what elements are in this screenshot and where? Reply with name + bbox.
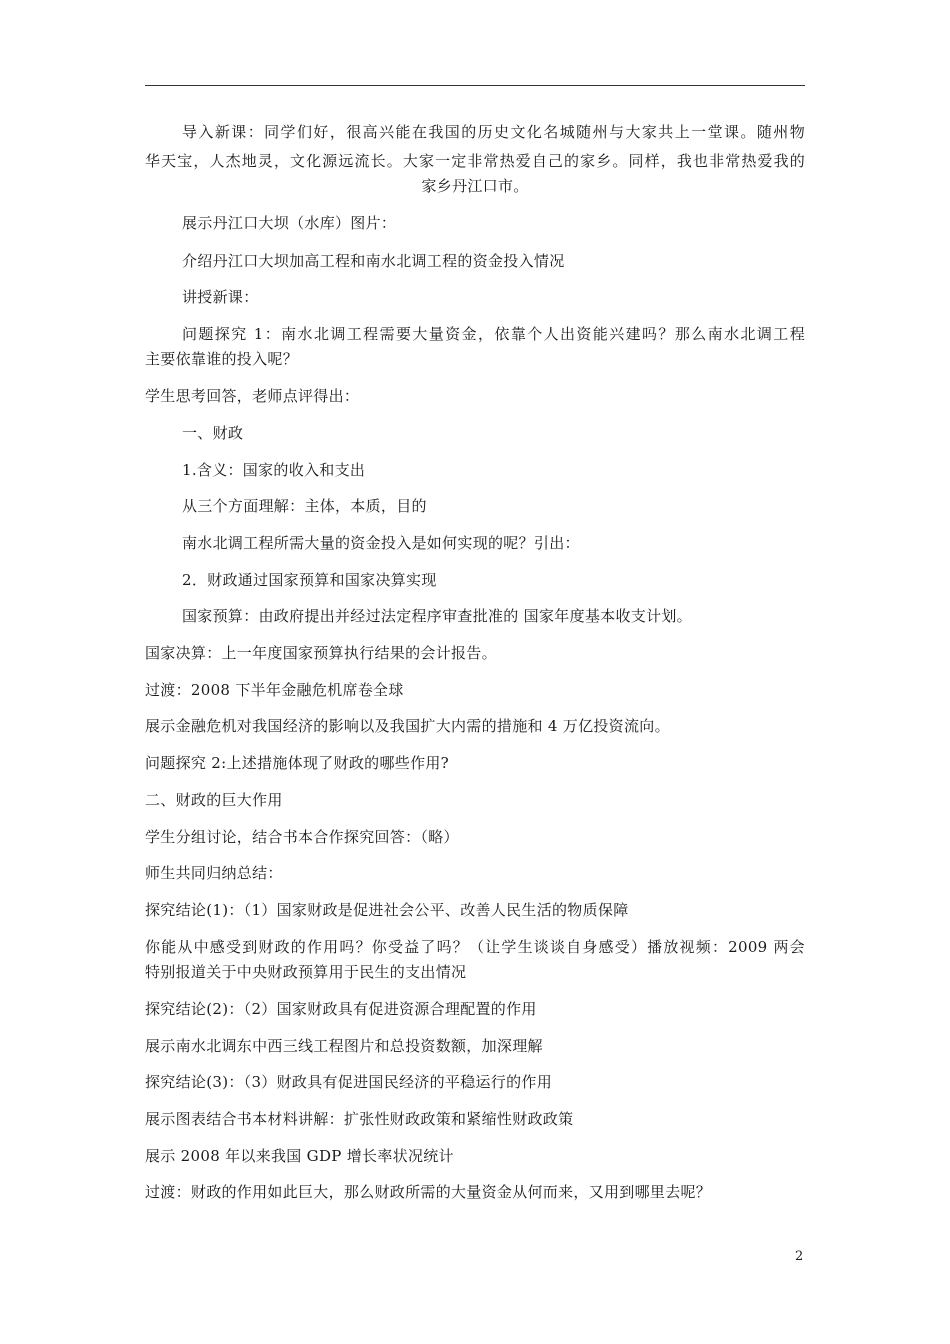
paragraph-line: 探究结论(2)：（2）国家财政具有促进资源合理配置的作用 <box>145 1000 537 1018</box>
paragraph-line: 2．财政通过国家预算和国家决算实现 <box>182 571 437 589</box>
paragraph-line: 展示丹江口大坝（水库）图片： <box>182 214 397 232</box>
paragraph-line: 师生共同归纳总结： <box>145 864 283 882</box>
paragraph-line: 南水北调工程所需大量的资金投入是如何实现的呢？引出： <box>182 534 580 552</box>
section-heading: 二、财政的巨大作用 <box>145 791 283 809</box>
paragraph-line: 展示 2008 年以来我国 GDP 增长率状况统计 <box>145 1147 454 1165</box>
paragraph-line: 主要依靠谁的投入呢？ <box>145 350 299 368</box>
paragraph-line: 展示金融危机对我国经济的影响以及我国扩大内需的措施和 4 万亿投资流向。 <box>145 717 670 735</box>
paragraph-line: 学生分组讨论，结合书本合作探究回答：（略） <box>145 828 459 846</box>
paragraph-line: 国家预算：由政府提出并经过法定程序审查批准的 国家年度基本收支计划。 <box>182 607 692 625</box>
paragraph-line: 展示图表结合书本材料讲解：扩张性财政政策和紧缩性财政政策 <box>145 1110 574 1128</box>
paragraph-line: 特别报道关于中央财政预算用于民生的支出情况 <box>145 963 467 981</box>
paragraph-line: 你能从中感受到财政的作用吗？你受益了吗？（让学生谈谈自身感受）播放视频：2009 两会 <box>145 938 805 956</box>
paragraph-line: 问题探究 1：南水北调工程需要大量资金，依靠个人出资能兴建吗？那么南水北调工程 <box>182 325 805 343</box>
paragraph-line: 导入新课：同学们好，很高兴能在我国的历史文化名城随州与大家共上一堂课。随州物 <box>182 123 805 141</box>
paragraph-line: 探究结论(1)：（1）国家财政是促进社会公平、改善人民生活的物质保障 <box>145 901 629 919</box>
paragraph-line: 华天宝，人杰地灵，文化源远流长。大家一定非常热爱自己的家乡。同样，我也非常热爱我的 <box>145 152 805 170</box>
paragraph-line: 国家决算：上一年度国家预算执行结果的会计报告。 <box>145 644 497 662</box>
page-number: 2 <box>795 1249 804 1264</box>
paragraph-line: 过渡：2008 下半年金融危机席卷全球 <box>145 681 404 699</box>
paragraph-line: 1.含义：国家的收入和支出 <box>182 461 366 479</box>
paragraph-line: 展示南水北调东中西三线工程图片和总投资数额，加深理解 <box>145 1037 543 1055</box>
paragraph-line: 问题探究 2:上述措施体现了财政的哪些作用? <box>145 754 450 772</box>
paragraph-line: 学生思考回答，老师点评得出： <box>145 387 360 405</box>
paragraph-line: 讲授新课： <box>182 288 259 306</box>
section-heading: 一、财政 <box>182 424 244 442</box>
paragraph-line: 家乡丹江口市。 <box>421 177 529 195</box>
paragraph-line: 探究结论(3)：（3）财政具有促进国民经济的平稳运行的作用 <box>145 1073 552 1091</box>
paragraph-line: 过渡：财政的作用如此巨大，那么财政所需的大量资金从何而来，又用到哪里去呢？ <box>145 1183 712 1201</box>
paragraph-line: 从三个方面理解：主体，本质，目的 <box>182 497 427 515</box>
header-rule <box>145 85 805 86</box>
paragraph-line: 介绍丹江口大坝加高工程和南水北调工程的资金投入情况 <box>182 252 565 270</box>
